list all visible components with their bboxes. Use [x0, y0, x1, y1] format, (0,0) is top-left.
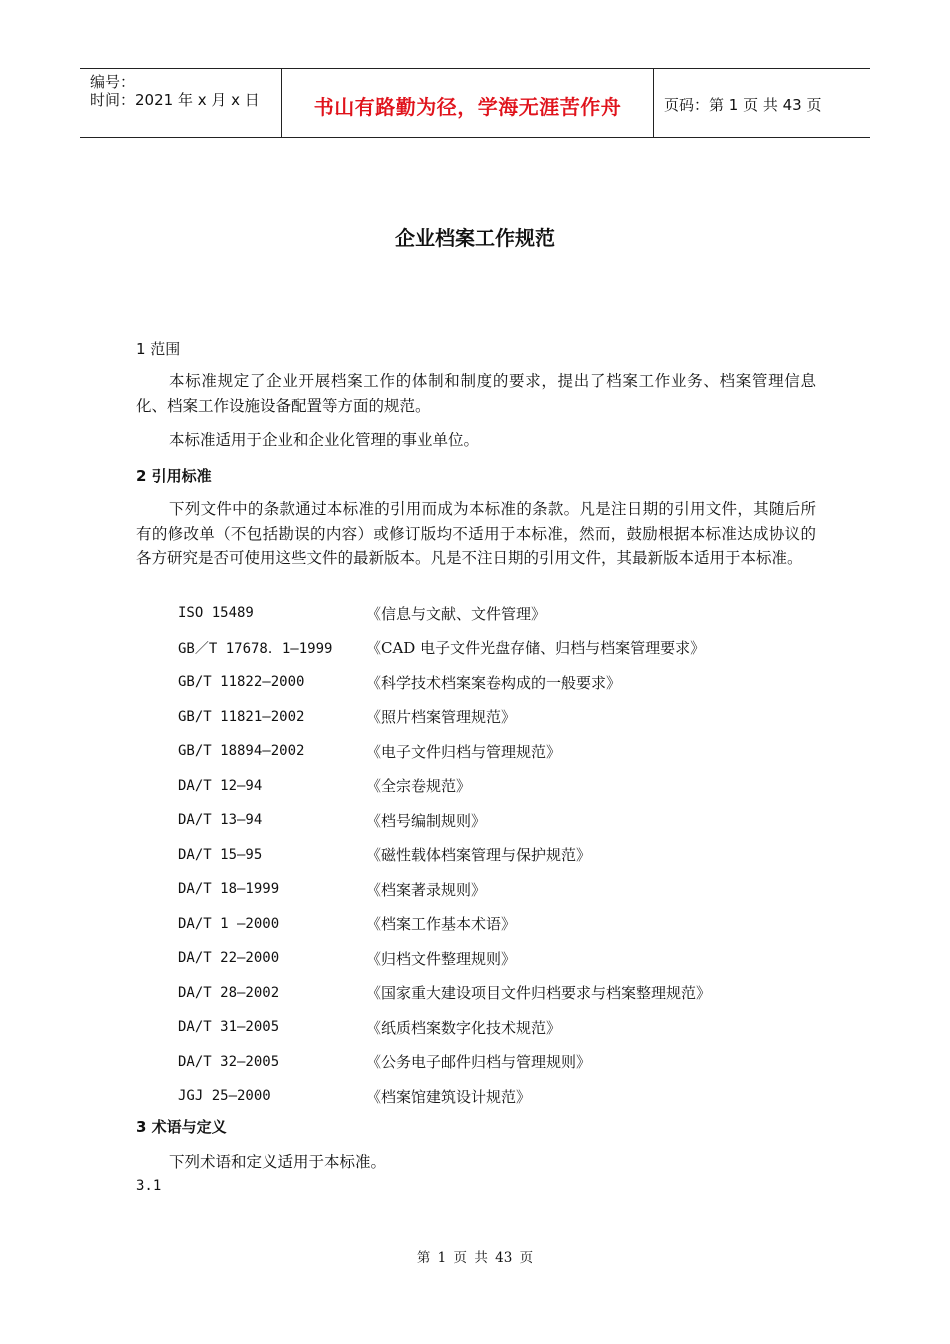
header-meta — [80, 69, 282, 137]
reference-code: DA/T 12—94 — [178, 777, 263, 794]
time-label: 时间：2021 年 x 月 x 日 — [90, 91, 260, 109]
reference-row — [178, 976, 818, 1011]
reference-row — [178, 872, 818, 907]
section-1-paragraph-2: 本标准适用于企业和企业化管理的事业单位。 — [169, 431, 480, 449]
section-2-heading: 2 引用标准 — [136, 467, 212, 485]
reference-code: DA/T 18—1999 — [178, 881, 280, 898]
reference-title: 《照片档案管理规范》 — [366, 708, 517, 727]
reference-title: 《档案馆建筑设计规范》 — [366, 1087, 532, 1106]
header-motto-cell — [282, 69, 654, 137]
section-2-paragraph-1: 下列文件中的条款通过本标准的引用而成为本标准的条款。凡是注日期的引用文件，其随后所有的修改单（不包括勘误的内容）或修订版均不适用于本标准，然而，鼓励根据本标准达成协议的各方研究是否可使用这些文件的最新版本。凡是不注日期的引用文件，其最新版本适用于本标准。 — [136, 500, 816, 567]
reference-title: 《CAD 电子文件光盘存储、归档与档案管理要求》 — [366, 639, 706, 658]
reference-row — [178, 700, 818, 735]
section-1-heading: 1 范围 — [136, 340, 181, 358]
reference-title: 《档号编制规则》 — [366, 811, 487, 830]
reference-row — [178, 803, 818, 838]
reference-code: DA/T 13—94 — [178, 812, 263, 829]
reference-row — [178, 1045, 818, 1080]
reference-title: 《公务电子邮件归档与管理规则》 — [366, 1053, 592, 1072]
reference-title: 《归档文件整理规则》 — [366, 949, 517, 968]
reference-title: 《档案著录规则》 — [366, 880, 487, 899]
reference-row — [178, 907, 818, 942]
reference-code: DA/T 22—2000 — [178, 950, 280, 967]
reference-title: 《档案工作基本术语》 — [366, 915, 517, 934]
reference-title: 《信息与文献、文件管理》 — [366, 604, 547, 623]
section-3-heading: 3 术语与定义 — [136, 1118, 227, 1136]
reference-code: DA/T 32—2005 — [178, 1053, 280, 1070]
reference-row — [178, 665, 818, 700]
reference-code: GB/T 11821—2002 — [178, 708, 305, 725]
reference-code: JGJ 25—2000 — [178, 1088, 271, 1105]
section-3-1-label: 3.1 — [136, 1178, 162, 1194]
reference-code: GB/T 11822—2000 — [178, 674, 305, 691]
page-info-text: 页码：第 1 页 共 43 页 — [664, 95, 822, 114]
reference-code: DA/T 31—2005 — [178, 1019, 280, 1036]
number-label: 编号： — [90, 73, 136, 91]
section-3-paragraph-1: 下列术语和定义适用于本标准。 — [169, 1153, 387, 1171]
reference-code: ISO 15489 — [178, 605, 254, 622]
reference-row — [178, 838, 818, 873]
reference-row — [178, 631, 818, 666]
document-title: 企业档案工作规范 — [395, 226, 555, 250]
reference-title: 《纸质档案数字化技术规范》 — [366, 1018, 562, 1037]
reference-row — [178, 1079, 818, 1114]
reference-row — [178, 769, 818, 804]
reference-row — [178, 941, 818, 976]
reference-list — [178, 596, 818, 1114]
reference-title: 《电子文件归档与管理规范》 — [366, 742, 562, 761]
reference-code: GB/T 18894—2002 — [178, 743, 305, 760]
reference-code: DA/T 15—95 — [178, 846, 263, 863]
motto-text: 书山有路勤为径，学海无涯苦作舟 — [313, 94, 622, 119]
reference-title: 《科学技术档案案卷构成的一般要求》 — [366, 673, 622, 692]
reference-code: DA/T 28—2002 — [178, 984, 280, 1001]
reference-title: 《国家重大建设项目文件归档要求与档案整理规范》 — [366, 984, 712, 1003]
reference-code: DA/T 1 —2000 — [178, 915, 280, 932]
section-1-paragraph-1: 本标准规定了企业开展档案工作的体制和制度的要求，提出了档案工作业务、档案管理信息化、档案工作设施设备配置等方面的规范。 — [136, 372, 816, 415]
reference-row — [178, 596, 818, 631]
page-header — [80, 68, 870, 138]
reference-code: GB／T 17678．1—1999 — [178, 640, 333, 657]
reference-row — [178, 734, 818, 769]
reference-title: 《磁性载体档案管理与保护规范》 — [366, 846, 592, 865]
page-footer: 第 1 页 共 43 页 — [416, 1250, 534, 1266]
header-page-info — [654, 69, 870, 137]
reference-title: 《全宗卷规范》 — [366, 777, 472, 796]
reference-row — [178, 1010, 818, 1045]
